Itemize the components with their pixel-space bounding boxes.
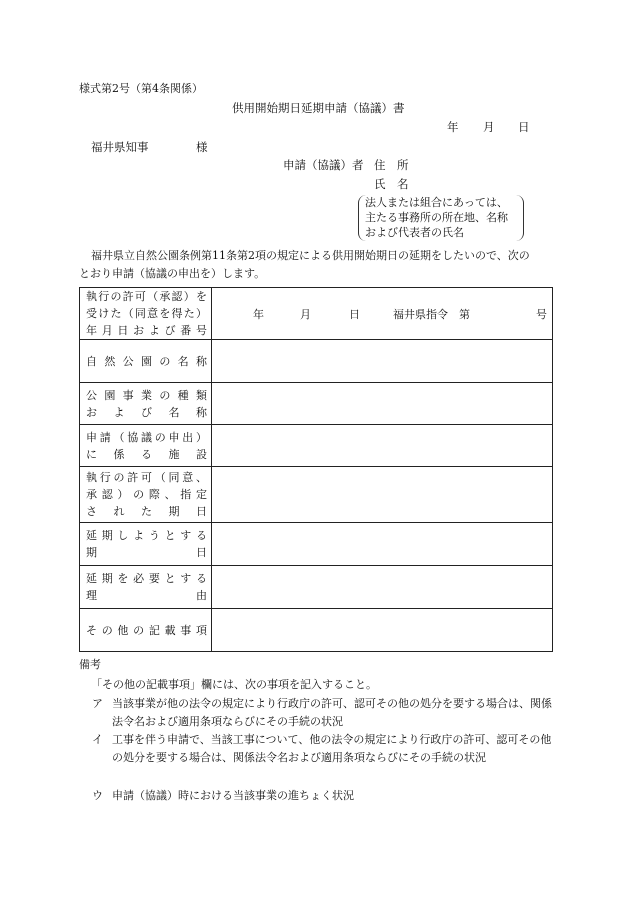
name-label: 氏 名: [374, 177, 409, 191]
other-value[interactable]: [212, 609, 553, 652]
address-label: 住 所: [374, 158, 409, 172]
row-label-other: その他の記載事項: [80, 609, 212, 652]
remark-marker: ウ: [92, 789, 103, 802]
row-label-permit-date: 執行の許可（承認）を 受けた（同意を得た） 年月日および番号: [80, 288, 212, 340]
table-row: [80, 609, 553, 652]
addressee-honorific: 様: [196, 140, 208, 154]
project-type-value[interactable]: [212, 383, 553, 425]
table-row: [80, 566, 553, 609]
table-row: [80, 340, 553, 383]
application-table: [79, 287, 553, 652]
permit-number-label: 号: [536, 307, 547, 321]
applicant-note-line-2: 主たる事務所の所在地、名称: [365, 211, 508, 224]
intro-line-2: とおり申請（協議の申出を）します。: [79, 267, 266, 280]
row-label-postpone-date: 延期しようとする 期日: [80, 523, 212, 566]
postpone-date-value[interactable]: [212, 523, 553, 566]
row-label-facility: 申請（協議の申出） に係る施設: [80, 425, 212, 467]
remark-item-a: [92, 695, 554, 731]
date-day-label: 日: [518, 120, 530, 134]
applicant-label: 申請（協議）者: [283, 158, 364, 172]
applicant-note-line-3: および代表者の氏名: [365, 226, 464, 239]
table-row: [80, 523, 553, 566]
permit-designation-label: 福井県指令 第: [393, 307, 470, 321]
remarks-lead: 「その他の記載事項」欄には、次の事項を記入すること。: [91, 678, 377, 691]
permit-month-label: 月: [300, 307, 311, 321]
remark-item-u: [92, 787, 554, 805]
form-number: 様式第2号（第4条関係）: [79, 82, 203, 95]
park-name-value[interactable]: [212, 340, 553, 383]
addressee-name: 福井県知事: [91, 140, 149, 154]
row-label-park-name: 自然公園の名称: [80, 340, 212, 383]
remarks-heading: 備考: [79, 658, 101, 671]
remark-marker: ア: [92, 697, 103, 710]
table-row: [80, 467, 553, 523]
reason-value[interactable]: [212, 566, 553, 609]
table-row: [80, 288, 553, 340]
facility-value[interactable]: [212, 425, 553, 467]
table-row: [80, 425, 553, 467]
row-label-designated-date: 執行の許可（同意、 承認）の際、指定 された期日: [80, 467, 212, 523]
permit-year-label: 年: [253, 307, 264, 321]
row-label-project-type: 公園事業の種類 および名称: [80, 383, 212, 425]
document-title: 供用開始期日延期申請（協議）書: [232, 101, 405, 115]
remark-text: 工事を伴う申請で、当該工事について、他の法令の規定により行政庁の許可、認可その他の処分を要する場合は、関係法令名および適用条項ならびにその手続の状況: [112, 733, 552, 764]
designated-date-value[interactable]: [212, 467, 553, 523]
applicant-note-line-1: 法人または組合にあっては、: [365, 196, 508, 209]
date-year-label: 年: [447, 120, 459, 134]
remark-marker: イ: [92, 733, 103, 746]
intro-line-1: 福井県立自然公園条例第11条第2項の規定による供用開始期日の延期をしたいので、次の: [91, 249, 530, 262]
permit-date-value[interactable]: [212, 288, 553, 340]
date-month-label: 月: [483, 120, 495, 134]
permit-day-label: 日: [349, 307, 360, 321]
remark-text: 当該事業が他の法令の規定により行政庁の許可、認可その他の処分を要する場合は、関係法令名および適用条項ならびにその手続の状況: [112, 697, 552, 728]
row-label-reason: 延期を必要とする 理由: [80, 566, 212, 609]
remark-text: 申請（協議）時における当該事業の進ちょく状況: [112, 789, 354, 802]
remark-item-i: [92, 731, 554, 767]
table-row: [80, 383, 553, 425]
